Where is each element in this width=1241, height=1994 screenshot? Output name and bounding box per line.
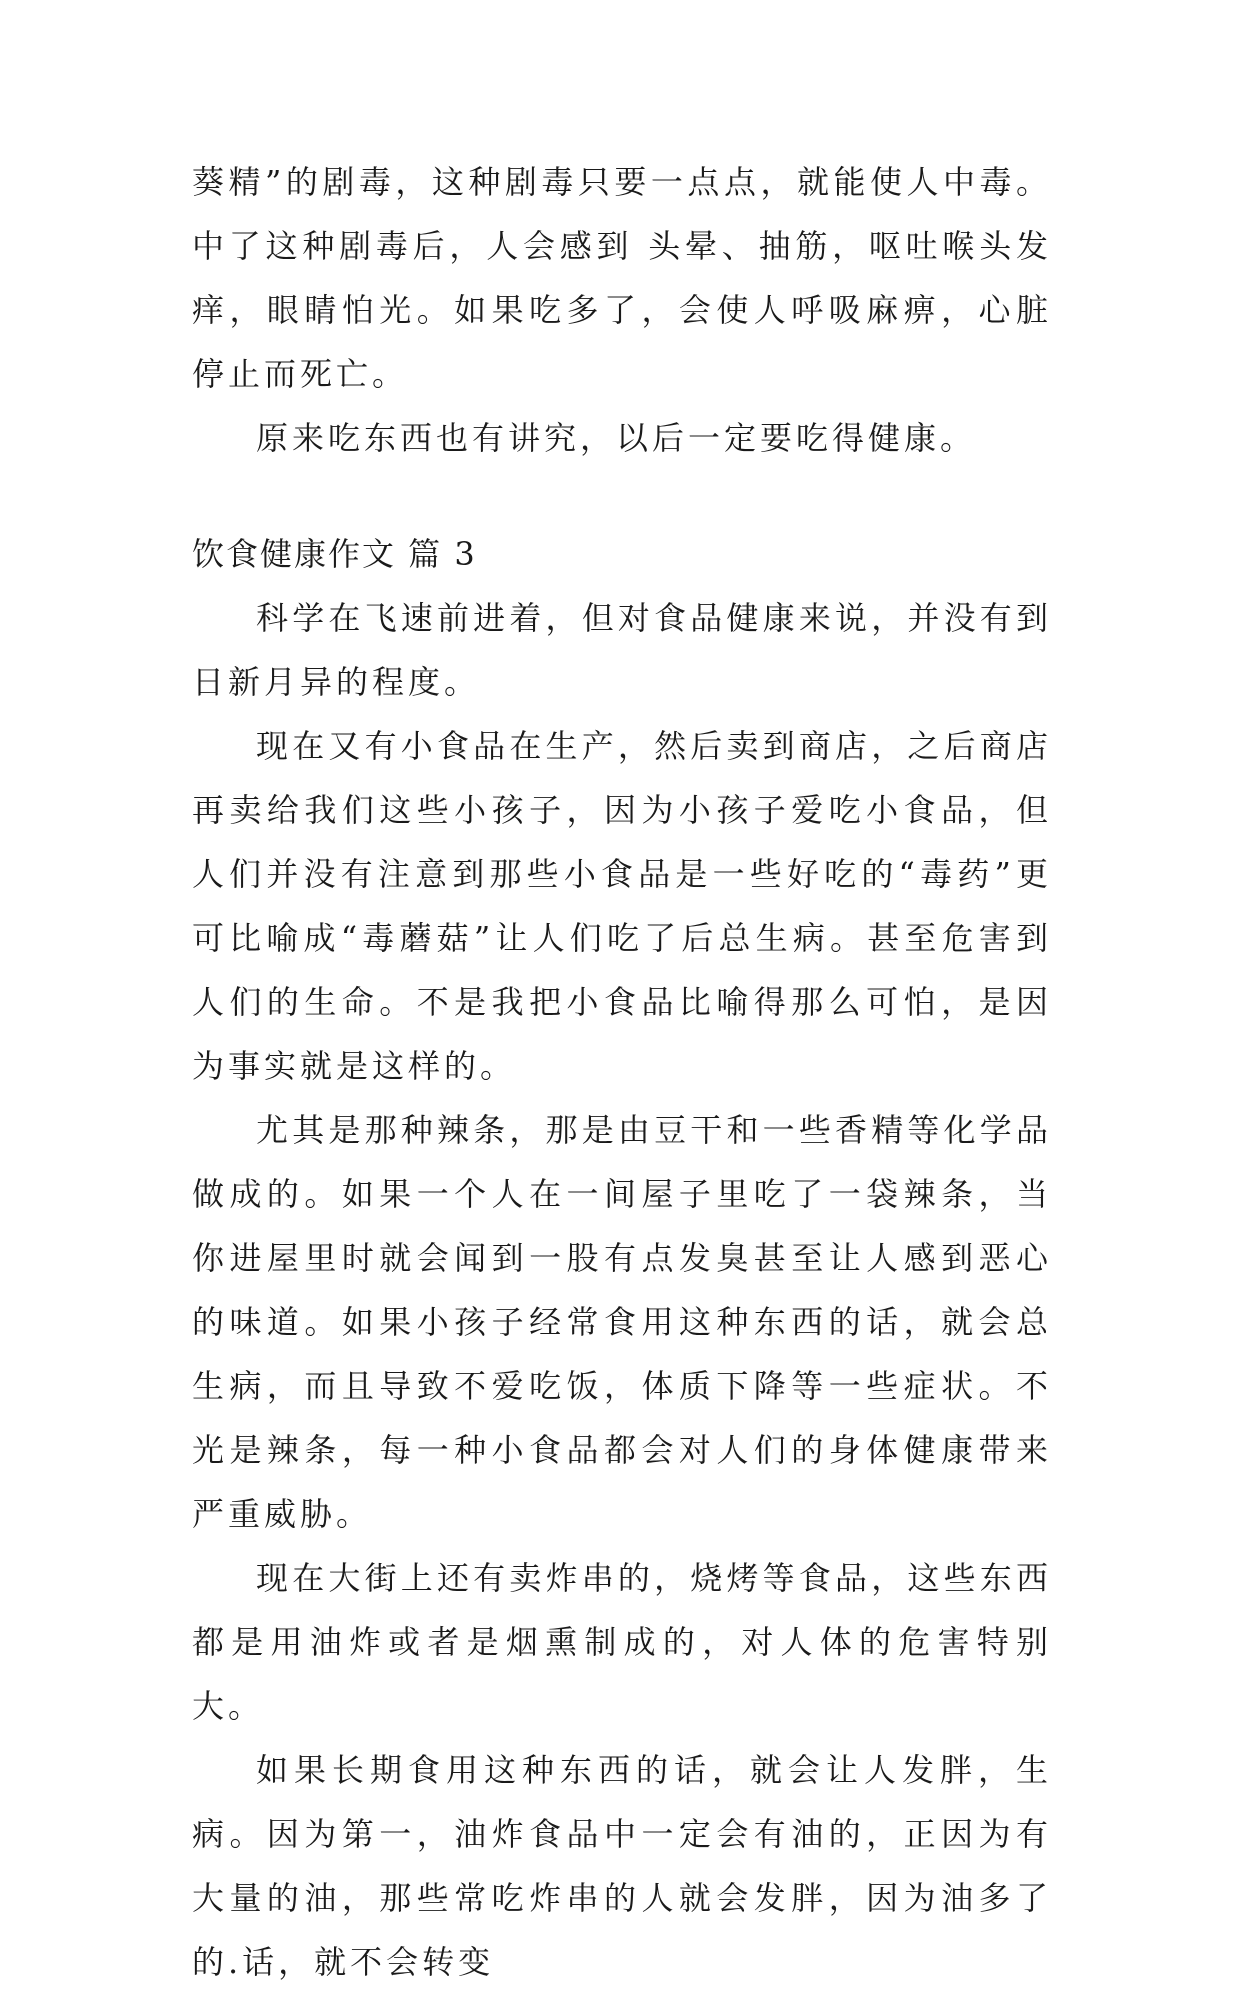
- paragraph-5: 如果长期食用这种东西的话，就会让人发胖，生病。因为第一，油炸食品中一定会有油的，正因为有大量的油，那些常吃炸串的人就会发胖，因为油多了的.话，就不会转变: [192, 1751, 1052, 1981]
- section-heading: 饮食健康作文 篇 3: [192, 535, 477, 573]
- closing-paragraph: 原来吃东西也有讲究，以后一定要吃得健康。: [256, 419, 977, 457]
- continued-paragraph: 葵精”的剧毒，这种剧毒只要一点点，就能使人中毒。中了这种剧毒后，人会感到 头晕、抽筋，呕吐喉头发痒，眼睛怕光。如果吃多了，会使人呼吸麻痹，心脏停止而死亡。: [192, 163, 1052, 393]
- paragraph-1: 科学在飞速前进着，但对食品健康来说，并没有到日新月异的程度。: [192, 599, 1052, 701]
- paragraph-4: 现在大街上还有卖炸串的，烧烤等食品，这些东西都是用油炸或者是烟熏制成的，对人体的危害特别大。: [192, 1559, 1052, 1725]
- document-body: [192, 150, 1052, 1994]
- paragraph-3: 尤其是那种辣条，那是由豆干和一些香精等化学品做成的。如果一个人在一间屋子里吃了一袋辣条，当你进屋里时就会闻到一股有点发臭甚至让人感到恶心的味道。如果小孩子经常食用这种东西的话，就会总生病，而且导致不爱吃饭，体质下降等一些症状。不光是辣条，每一种小食品都会对人们的身体健康带来严重威胁。: [192, 1111, 1052, 1533]
- paragraph-2: 现在又有小食品在生产，然后卖到商店，之后商店再卖给我们这些小孩子，因为小孩子爱吃小食品，但人们并没有注意到那些小食品是一些好吃的“毒药”更可比喻成“毒蘑菇”让人们吃了后总生病。甚至危害到人们的生命。不是我把小食品比喻得那么可怕，是因为事实就是这样的。: [192, 727, 1052, 1085]
